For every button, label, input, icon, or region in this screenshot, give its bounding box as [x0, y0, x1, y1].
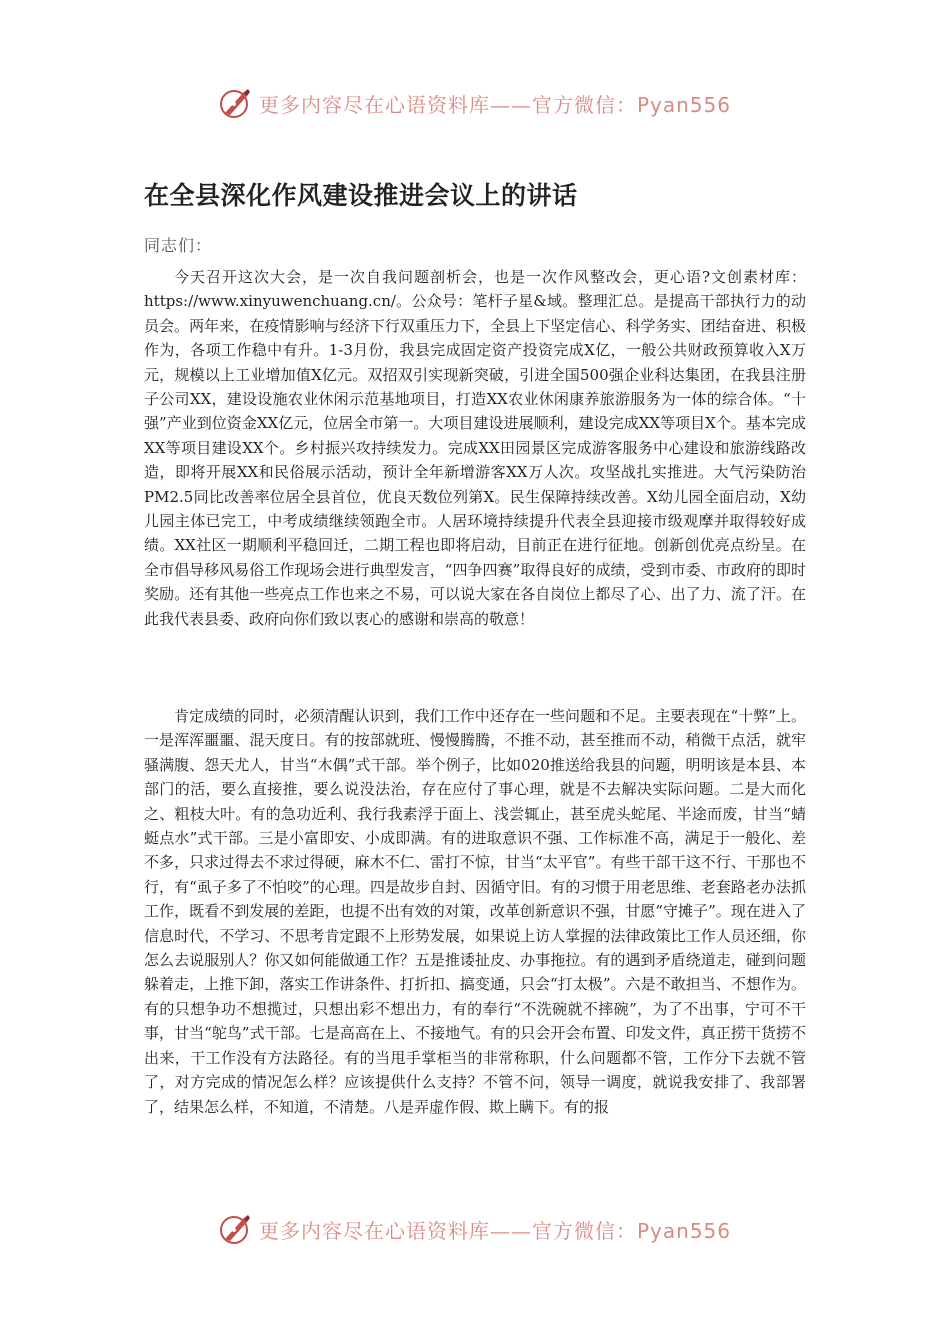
body-paragraph-1: 今天召开这次大会，是一次自我问题剖析会，也是一次作风整改会，更心语?文创素材库：https://www.xinyuwenchuang.cn/。公众号：笔杆子星&域。整理汇总。是提高干部执行力的动员会。两年来，在疫情影响与经济下行双重压力下，全县上下坚定信心、科学务实、团结奋进、积极作为，各项工作稳中有升。1-3月份，我县完成固定资产投资完成X亿，一般公共财政预算收入X万元，规模以上工业增加值X亿元。双招双引实现新突破，引进全国500强企业科达集团，在我县注册子公司XX，建设设施农业休闲示范基地项目，打造XX农业休闲康养旅游服务为一体的综合体。“十强”产业到位资金XX亿元，位居全市第一。大项目建设进展顺利，建设完成XX等项目X个。基本完成XX等项目建设XX个。乡村振兴攻持续发力。完成XX田园景区完成游客服务中心建设和旅游线路改造，即将开展XX和民俗展示活动，预计全年新增游客XX万人次。攻坚战扎实推进。大气污染防治PM2.5同比改善率位居全县首位，优良天数位列第X。民生保障持续改善。X幼儿园全面启动，X幼儿园主体已完工，中考成绩继续领跑全市。人居环境持续提升代表全县迎接市级观摩并取得较好成绩。XX社区一期顺利平稳回迁，二期工程也即将启动，目前正在进行征地。创新创优亮点纷呈。在全市倡导移风易俗工作现场会进行典型发言，“四争四赛”取得良好的成绩，受到市委、市政府的即时奖励。还有其他一些亮点工作也来之不易，可以说大家在各自岗位上都尽了心、出了力、流了汗。在此我代表县委、政府向你们致以衷心的感谢和崇高的敬意！ — [144, 268, 806, 628]
body-paragraph-2: 肯定成绩的同时，必须清醒认识到，我们工作中还存在一些问题和不足。主要表现在“十弊”上。一是浑浑噩噩、混天度日。有的按部就班、慢慢腾腾，不推不动，甚至推而不动，稍微干点活，就牢骚满腹、怨天尤人，甘当“木偶”式干部。举个例子，比如020推送给我县的问题，明明该是本县、本部门的活，要么直接推，要么说没法治，存在应付了事心理，就是不去解决实际问题。二是大而化之、粗枝大叶。有的急功近利、我行我素浮于面上、浅尝辄止，甚至虎头蛇尾、半途而废，甘当“蜻蜓点水”式干部。三是小富即安、小成即满。有的进取意识不强、工作标准不高，满足于一般化、差不多，只求过得去不求过得硬，麻木不仁、雷打不惊，甘当“太平官”。有些干部干这不行、干那也不行，有“虱子多了不怕咬”的心理。四是故步自封、因循守旧。有的习惯于用老思维、老套路老办法抓工作，既看不到发展的差距，也提不出有效的对策，改革创新意识不强，甘愿“守摊子”。现在进入了信息时代，不学习、不思考肯定跟不上形势发展，如果说上访人掌握的法律政策比工作人员还细，你怎么去说服别人？你又如何能做通工作？五是推诿扯皮、办事拖拉。有的遇到矛盾绕道走，碰到问题躲着走，上推下卸，落实工作讲条件、打折扣、搞变通，只会“打太极”。六是不敢担当、不想作为。有的只想争功不想揽过，只想出彩不想出力，有的奉行“不洗碗就不摔碗”，为了不出事，宁可不干事，甘当“鸵鸟”式干部。七是高高在上、不接地气。有的只会开会布置、印发文件，真正捞干货捞不出来，干工作没有方法路径。有的当甩手掌柜当的非常称职，什么问题都不管，工作分下去就不管了，对方完成的情况怎么样？应该提供什么支持？不管不问，领导一调度，就说我安排了、我部署了，结果怎么样，不知道，不清楚。八是弄虚作假、欺上瞒下。有的报 — [144, 707, 806, 1116]
wechat-id: Pyan556 — [636, 1218, 731, 1243]
pen-nib-logo-icon — [219, 86, 253, 120]
footer-banner — [0, 1205, 950, 1253]
banner-text: 更多内容尽在心语资料库——官方微信：Pyan556 — [258, 1218, 731, 1243]
pen-nib-logo-icon — [219, 1212, 253, 1246]
header-banner — [0, 79, 950, 127]
document-title: 在全县深化作风建设推进会议上的讲话 — [144, 181, 578, 210]
salutation: 同志们： — [144, 236, 213, 255]
wechat-id: Pyan556 — [636, 92, 731, 117]
banner-text: 更多内容尽在心语资料库——官方微信：Pyan556 — [258, 92, 731, 117]
